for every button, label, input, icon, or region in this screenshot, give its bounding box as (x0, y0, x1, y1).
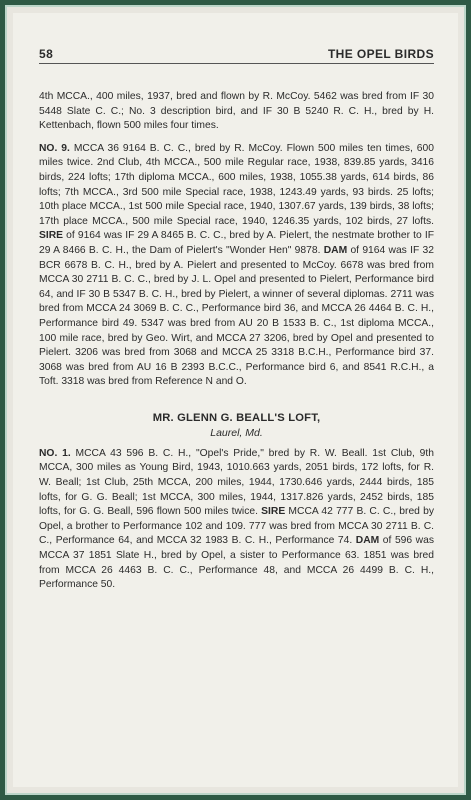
entry-label: NO. 1. (39, 447, 71, 459)
entry-text: MCCA 36 9164 B. C. C., bred by R. McCoy. Flown 500 miles ten times, 600 miles twice. 2nd Club, 4th MCCA., 500 mile Regular race, 1938, 839.85 yards, 3416 birds, 224 lofts; 17th diploma MCCA., 600 miles, 1938, 1055.38 yards, 614 birds, 86 lofts; 7th MCCA., 3rd 500 mile Special race, 1938, 1243.49 yards, 93 birds. 25 lofts; 10th place MCCA., 1st 500 mile Special race, 1940, 1307.67 yards, 139 birds, 38 lofts; 17th place MCCA., 500 mile Special race, 1940, 1246.35 yards, 102 birds, 27 lofts. (39, 142, 434, 227)
entry-text: of 9164 was IF 29 A 8465 B. C. C., bred by A. Pielert, the nestmate brother to IF 29 A 8466 B. C. H., the Dam of Pielert's "Wonder Hen" 9878. (39, 230, 434, 256)
dam-label: DAM (355, 535, 380, 547)
entry-text: of 596 was MCCA 37 1851 Slate H., bred by Opel, a sister to Performance 63. 1851 was bred from MCCA 26 4463 B. C. C., Performance 48, and MCCA 26 4499 B. C. H., Performance 50. (39, 535, 434, 591)
book-page (13, 13, 458, 787)
entry-text: of 9164 was IF 32 BCR 6678 B. C. H., bred by A. Pielert and presented to McCoy. 6678 was bred from MCCA 30 2711 B. C. C., bred by J. L. Opel and presented to Pielert, Performance bird 64, and IF 30 B 5347 B. C. H., bred by Pielert, a winner of several diplomas. 2711 was bred from MCCA 24 3069 B. C. C., Performance bird 36, and MCCA 26 4464 B. C. H., Performance bird 49. 5347 was bred from AU 20 B 1533 B. C., 1st diploma MCCA., 100 mile race, bred by Geo. Wirt, and MCCA 27 3206, bred by Opel and presented to Pielert. 3206 was bred from 3068 and MCCA 25 3318 B.C.H., Performance bird 37. 3068 was bred from AU 16 B 2393 B.C.C., Performance bird 6, and 8541 R.C.H., a Toft. 3318 was bred from Reference N and O. (39, 244, 434, 388)
running-title: THE OPEL BIRDS (327, 47, 434, 61)
loft-heading: MR. GLENN G. BEALL'S LOFT, (152, 411, 321, 424)
entry-no-1 (39, 447, 434, 593)
sire-label: SIRE (39, 230, 64, 242)
entry-no-9 (39, 142, 434, 390)
page-header (39, 47, 434, 64)
sire-label: SIRE (261, 506, 286, 518)
page-content (39, 47, 434, 593)
dam-label: DAM (323, 244, 348, 256)
page-number: 58 (39, 47, 54, 61)
entry-label: NO. 9. (39, 142, 70, 154)
entry-text: MCCA 42 777 B. C. C., bred by Opel, a brother to Performance 102 and 109. 777 was bred from MCCA 30 2711 B. C. C., Performance 64, and MCCA 32 1983 B. C. H., Performance 74. (39, 506, 434, 547)
paragraph-continued (39, 90, 434, 134)
loft-location: Laurel, Md. (210, 426, 263, 439)
page-frame (5, 5, 466, 795)
entry-text: MCCA 43 596 B. C. H., "Opel's Pride," bred by R. W. Beall. 1st Club, 9th MCCA, 300 miles as Young Bird, 1943, 1010.663 yards, 2051 birds, 172 lofts, for R. W. Beall; 1st Club, 25th MCCA, 200 miles, 1944, 1730.646 yards, 2444 birds, 185 lofts, for G. G. Beall; 1st MCCA, 300 miles, 1944, 1317.826 yards, 2452 birds, 185 lofts, for G. G. Beall, 596 flown 500 miles twice. (39, 447, 434, 518)
paragraph-text: 4th MCCA., 400 miles, 1937, bred and flown by R. McCoy. 5462 was bred from IF 30 5448 Slate C. C.; No. 3 description bird, and IF 30 B 5240 R. C. H., bred by H. Kettenbach, flown 500 miles four times. (39, 91, 434, 132)
